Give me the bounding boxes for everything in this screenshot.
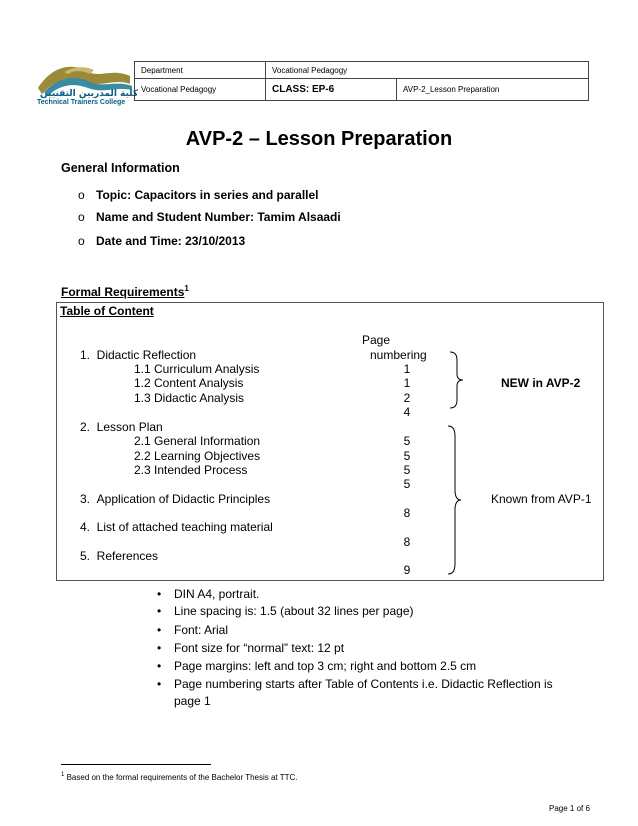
list-item: o Topic: Capacitors in series and parallel bbox=[78, 188, 319, 202]
brace-known bbox=[446, 424, 462, 576]
toc-page-number: 5 bbox=[403, 449, 411, 463]
footnote: $^1$ Based on the formal requirements of the Bachelor Thesis at TTC. bbox=[61, 772, 298, 782]
toc-page-number: 8 bbox=[403, 535, 411, 549]
footnote-separator bbox=[61, 764, 211, 765]
list-item: o Date and Time: 23/10/2013 bbox=[78, 234, 246, 248]
toc-entry: 1.3 Didactic Analysis bbox=[134, 391, 245, 405]
toc-page-number: 5 bbox=[403, 434, 411, 448]
page-number: Page 1 of 6 bbox=[549, 804, 590, 813]
general-info-heading: General Information bbox=[61, 161, 180, 175]
class-cell: CLASS: EP-6 bbox=[266, 79, 397, 101]
header-table bbox=[134, 61, 589, 101]
department-cell: Vocational Pedagogy bbox=[135, 79, 266, 101]
doc-name-cell: AVP-2_Lesson Preparation bbox=[397, 79, 589, 101]
department-value: Vocational Pedagogy bbox=[266, 62, 589, 79]
toc-entry: 3. Application of Didactic Principles bbox=[80, 492, 271, 506]
toc-heading: Table of Content bbox=[60, 304, 154, 318]
list-item: o Name and Student Number: Tamim Alsaadi bbox=[78, 210, 341, 224]
toc-page-number: 5 bbox=[403, 463, 411, 477]
toc-entry: 2.3 Intended Process bbox=[134, 463, 248, 477]
toc-entry: 2. Lesson Plan bbox=[80, 420, 163, 434]
toc-page-number: 8 bbox=[403, 506, 411, 520]
toc-entry: 2.1 General Information bbox=[134, 434, 261, 448]
logo-arabic-text: كلية المدربين التقنيين bbox=[40, 89, 139, 99]
toc-page-number: 1 bbox=[403, 376, 411, 390]
note-new-in-avp2: NEW in AVP-2 bbox=[501, 376, 581, 390]
note-known-from-avp1: Known from AVP-1 bbox=[491, 492, 592, 506]
toc-entry: 1. Didactic Reflection bbox=[80, 348, 197, 362]
toc-entry: 4. List of attached teaching material bbox=[80, 520, 273, 534]
toc-page-number: 2 bbox=[403, 391, 411, 405]
formal-requirements-heading: Formal Requirements$^1$ bbox=[61, 284, 189, 299]
toc-entry: 1.2 Content Analysis bbox=[134, 376, 244, 390]
toc-page-number: 5 bbox=[403, 477, 411, 491]
page-title: AVP-2 – Lesson Preparation bbox=[185, 128, 453, 150]
logo-english-text: Technical Trainers College bbox=[37, 99, 126, 106]
toc-page-number: 1 bbox=[403, 362, 411, 376]
toc-entry: 5. References bbox=[80, 549, 159, 563]
toc-page-number: 9 bbox=[403, 563, 411, 577]
toc-entry: 1.1 Curriculum Analysis bbox=[134, 362, 260, 376]
page-header-2: numbering bbox=[370, 348, 427, 362]
page-header-1: Page bbox=[362, 333, 391, 347]
brace-new bbox=[448, 350, 464, 410]
toc-page-number: 4 bbox=[403, 405, 411, 419]
toc-entry: 2.2 Learning Objectives bbox=[134, 449, 261, 463]
department-label: Department bbox=[135, 62, 266, 79]
